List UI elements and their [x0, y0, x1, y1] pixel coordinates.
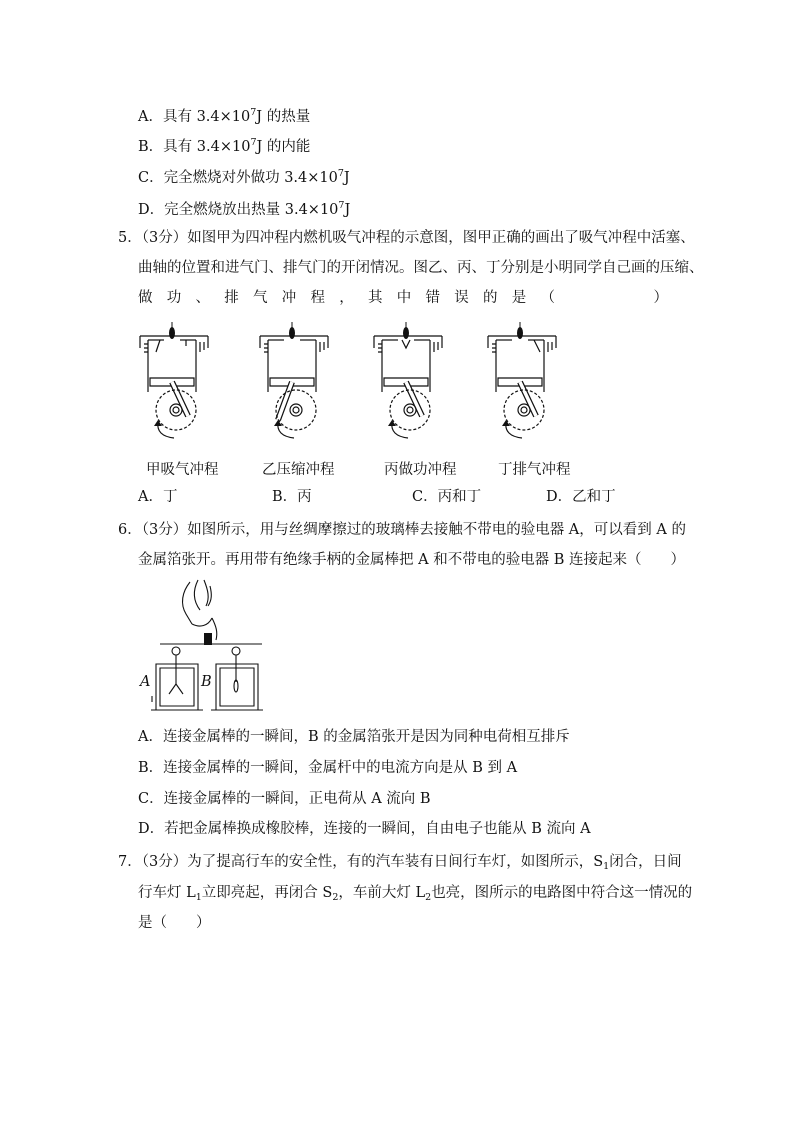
q7-text: 7．（3分）为了提高行车的安全性，有的汽车装有日间行车灯，如图所示，S	[118, 854, 604, 870]
exponent: 7	[250, 107, 257, 118]
engine-figure-bing	[372, 322, 454, 447]
engine-figure-ding	[486, 322, 568, 447]
q4-option-a-unit: J 的热量	[256, 109, 311, 125]
q4-option-b	[138, 133, 310, 157]
q6-option-a: A．连接金属棒的一瞬间，B 的金属箔张开是因为同种电荷相互排斥	[138, 729, 570, 745]
electroscope-figure	[138, 578, 268, 716]
q6-option-b: B．连接金属棒的一瞬间，金属杆中的电流方向是从 B 到 A	[138, 760, 518, 776]
subscript: 1	[195, 892, 202, 903]
subscript: 2	[332, 892, 339, 903]
q5-option-a: A．丁	[138, 489, 178, 505]
exponent: 7	[250, 137, 257, 148]
char: 是	[511, 290, 527, 306]
caption-jia: 甲吸气冲程	[146, 462, 219, 478]
q4-option-d	[138, 196, 350, 220]
q4-option-d-text: D．完全燃烧放出热量 3.4×10	[138, 202, 339, 218]
q5-stem-line1: 5．（3分）如图甲为四冲程内燃机吸气冲程的示意图，图甲正确的画出了吸气冲程中活塞、	[118, 230, 695, 246]
q7-text: 行车灯 L	[138, 885, 196, 901]
q5-stem-line3	[138, 288, 668, 308]
char: （	[540, 290, 555, 306]
char: 中	[396, 290, 412, 306]
q4-option-d-unit: J	[344, 202, 351, 218]
q5-option-d: D．乙和丁	[546, 489, 616, 505]
q5-stem-line2: 曲轴的位置和进气门、排气门的开闭情况。图乙、丙、丁分别是小明同学自己画的压缩、	[138, 260, 704, 276]
q6-option-d: D．若把金属棒换成橡胶棒，连接的一瞬间，自由电子也能从 B 流向 A	[138, 821, 591, 837]
caption-ding: 丁排气冲程	[498, 462, 571, 478]
char: 功	[166, 290, 182, 306]
char: 、	[195, 290, 210, 306]
q7-stem-line3: 是（ ）	[138, 915, 211, 931]
char: 排	[224, 290, 239, 306]
q6-stem-line2: 金属箔张开。再用带有绝缘手柄的金属棒把 A 和不带电的验电器 B 连接起来（ ）	[138, 552, 686, 568]
electroscope-label-a: A	[140, 674, 151, 690]
electroscope-label-b: B	[201, 674, 212, 690]
q6-option-c: C．连接金属棒的一瞬间，正电荷从 A 流向 B	[138, 791, 431, 807]
engine-figure-jia	[138, 322, 220, 447]
caption-bing: 丙做功冲程	[384, 462, 457, 478]
char: 冲	[281, 290, 297, 306]
subscript: 2	[425, 892, 432, 903]
char: 错	[425, 290, 440, 306]
q4-option-a	[138, 103, 310, 127]
q4-option-a-text: A．具有 3.4×10	[138, 109, 251, 125]
char: 气	[253, 290, 268, 306]
subscript: 1	[603, 861, 610, 872]
q7-text: 立即亮起，再闭合 S	[201, 885, 333, 901]
q4-option-b-text: B．具有 3.4×10	[138, 139, 251, 155]
q6-stem-line1: 6．（3分）如图所示，用与丝绸摩擦过的玻璃棒去接触不带电的验电器 A，可以看到 A 的	[118, 522, 686, 538]
caption-yi: 乙压缩冲程	[262, 462, 335, 478]
char: 误	[454, 290, 469, 306]
char: 的	[483, 290, 498, 306]
q5-option-b: B．丙	[272, 489, 312, 505]
q4-option-b-unit: J 的内能	[256, 139, 311, 155]
q4-option-c	[138, 164, 350, 188]
char: 做	[138, 290, 153, 306]
exponent: 7	[338, 200, 345, 211]
q7-text: ，车前大灯 L	[338, 885, 426, 901]
q7-text: 闭合，日间	[609, 854, 682, 870]
char: 程	[310, 290, 325, 306]
q4-option-c-text: C．完全燃烧对外做功 3.4×10	[138, 170, 338, 186]
char: 其	[368, 290, 383, 306]
q7-stem-line1	[118, 852, 682, 877]
q7-text: 也亮，图所示的电路图中符合这一情况的	[431, 885, 693, 901]
char: ，	[339, 290, 354, 306]
engine-figure-yi	[258, 322, 340, 447]
q7-stem-line2	[138, 883, 692, 908]
q4-option-c-unit: J	[343, 170, 350, 186]
char: ）	[653, 290, 668, 306]
exponent: 7	[337, 168, 344, 179]
q5-option-c: C．丙和丁	[412, 489, 482, 505]
